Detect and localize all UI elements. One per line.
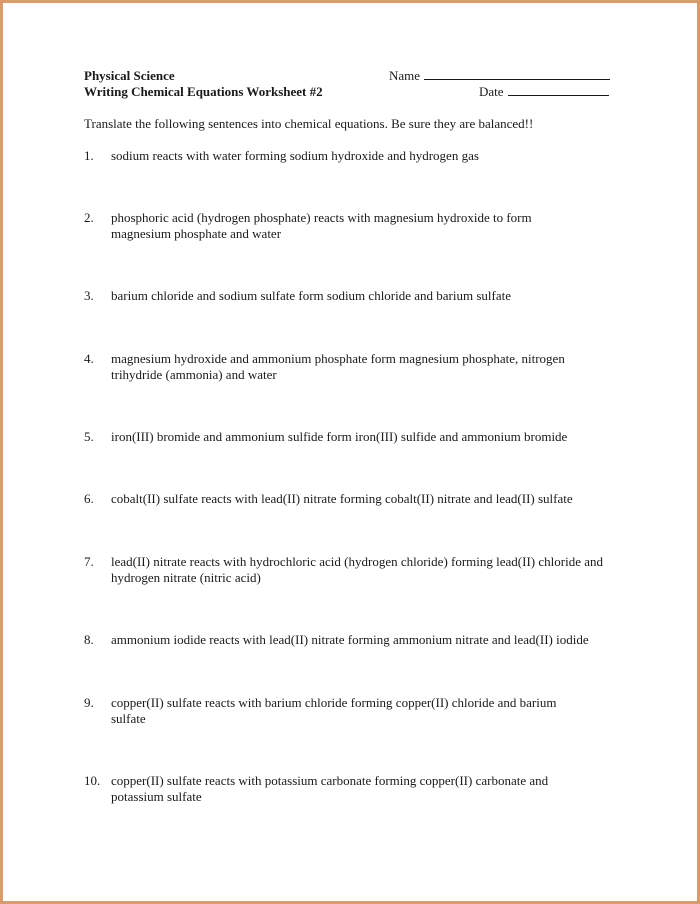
question-number: 9. [84, 695, 94, 710]
date-label: Date [479, 84, 504, 99]
instructions: Translate the following sentences into chemical equations. Be sure they are balanced!! [84, 116, 534, 131]
question-text: ammonium iodide reacts with lead(II) nitrate forming ammonium nitrate and lead(II) iodide [111, 632, 589, 647]
question-number: 2. [84, 210, 94, 225]
question-number: 8. [84, 632, 94, 647]
question-text: copper(II) sulfate reacts with barium chloride forming copper(II) chloride and barium sulfate [111, 695, 557, 726]
question-text: phosphoric acid (hydrogen phosphate) reacts with magnesium hydroxide to form magnesium phosphate and water [111, 210, 532, 241]
name-row [389, 68, 610, 84]
question-2 [84, 210, 614, 242]
question-number: 4. [84, 351, 94, 366]
question-8 [84, 632, 614, 648]
name-label: Name [389, 68, 421, 83]
question-number: 1. [84, 148, 94, 163]
question-5 [84, 429, 614, 445]
question-4 [84, 351, 614, 383]
question-3 [84, 288, 614, 304]
question-text: magnesium hydroxide and ammonium phosphate form magnesium phosphate, nitrogen trihydride (ammonia) and water [111, 351, 565, 382]
worksheet-title: Writing Chemical Equations Worksheet #2 [84, 84, 323, 99]
question-text: sodium reacts with water forming sodium hydroxide and hydrogen gas [111, 148, 479, 163]
question-number: 6. [84, 491, 94, 506]
question-text: barium chloride and sodium sulfate form sodium chloride and barium sulfate [111, 288, 512, 303]
question-9 [84, 695, 614, 727]
name-blank[interactable] [424, 68, 610, 80]
question-number: 7. [84, 554, 94, 569]
question-text: iron(III) bromide and ammonium sulfide form iron(III) sulfide and ammonium bromide [111, 429, 568, 444]
question-text: copper(II) sulfate reacts with potassium carbonate forming copper(II) carbonate and potassium sulfate [111, 773, 549, 804]
question-7 [84, 554, 614, 586]
question-number: 3. [84, 288, 94, 303]
question-text: cobalt(II) sulfate reacts with lead(II) nitrate forming cobalt(II) nitrate and lead(II) sulfate [111, 491, 573, 506]
question-10 [84, 773, 614, 805]
question-number: 10. [84, 773, 101, 788]
question-text: lead(II) nitrate reacts with hydrochloric acid (hydrogen chloride) forming lead(II) chloride and hydrogen nitrate (nitric acid) [111, 554, 603, 585]
date-blank[interactable] [508, 84, 609, 96]
header-titles [84, 68, 323, 100]
question-number: 5. [84, 429, 94, 444]
header-fields [389, 68, 610, 100]
question-6 [84, 491, 614, 507]
course-title: Physical Science [84, 68, 175, 83]
date-row [389, 84, 610, 100]
question-1 [84, 148, 614, 164]
